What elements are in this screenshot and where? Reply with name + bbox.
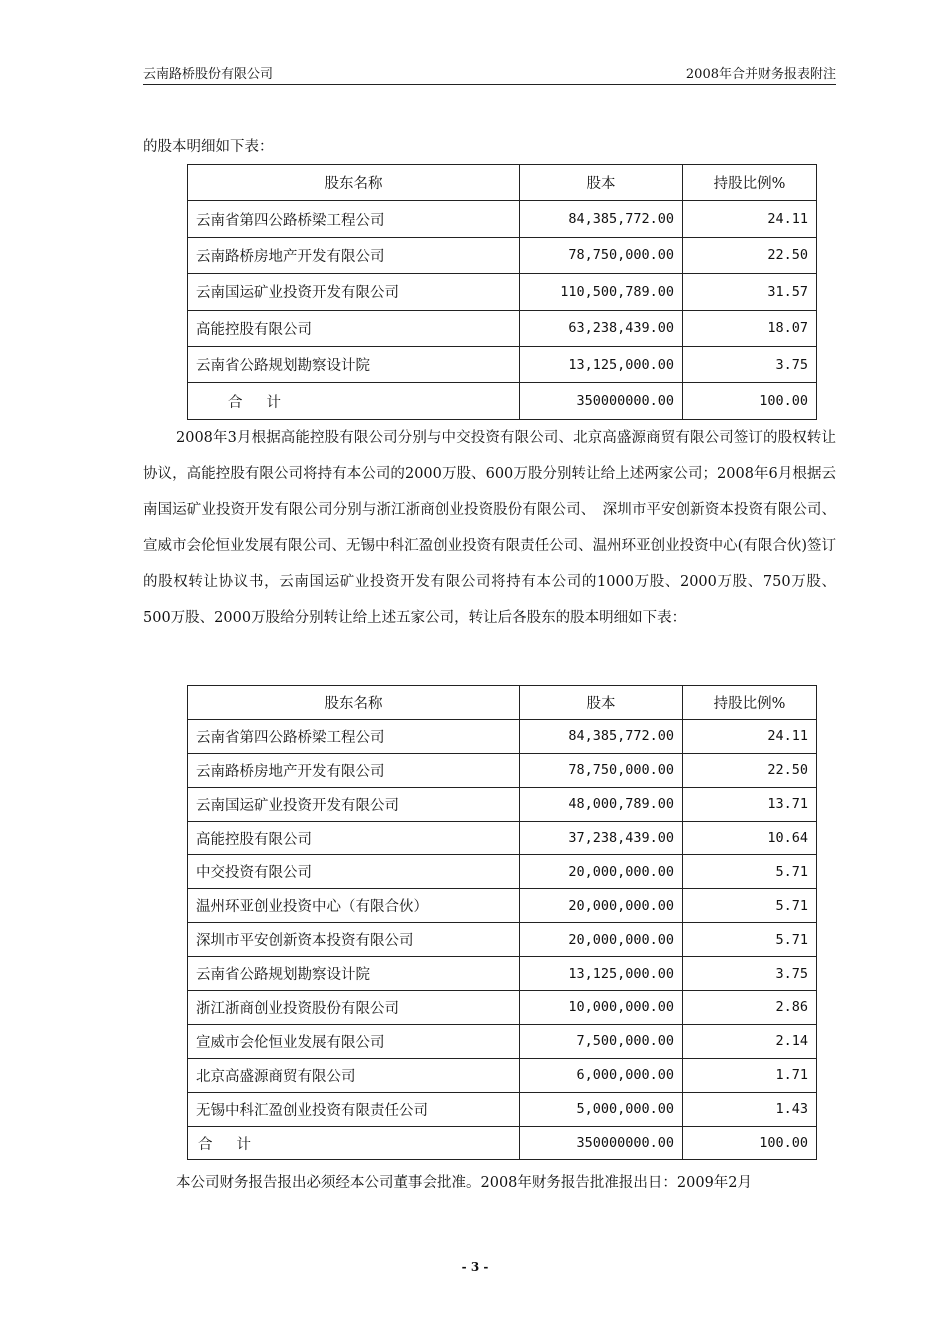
page-header [143, 60, 836, 85]
table-row [188, 310, 817, 346]
cell-shares: 13,125,000.00 [520, 346, 683, 382]
cell-shares: 78,750,000.00 [520, 753, 683, 787]
total-shares: 350000000.00 [520, 1126, 683, 1160]
cell-name: 北京高盛源商贸有限公司 [188, 1058, 520, 1092]
cell-shares: 7,500,000.00 [520, 1024, 683, 1058]
total-row [188, 1126, 817, 1160]
table1-body [188, 165, 817, 420]
cell-ratio: 10.64 [683, 821, 817, 855]
cell-shares: 10,000,000.00 [520, 991, 683, 1025]
intro-line: 的股本明细如下表： [143, 139, 274, 155]
table-row [188, 237, 817, 273]
total-label: 合计 [188, 383, 520, 419]
cell-shares: 63,238,439.00 [520, 310, 683, 346]
cell-name: 云南国运矿业投资开发有限公司 [188, 787, 520, 821]
cell-name: 云南省第四公路桥梁工程公司 [188, 201, 520, 237]
table-row [188, 1092, 817, 1126]
cell-ratio: 22.50 [683, 237, 817, 273]
cell-name: 云南路桥房地产开发有限公司 [188, 237, 520, 273]
cell-shares: 110,500,789.00 [520, 274, 683, 310]
cell-ratio: 5.71 [683, 889, 817, 923]
cell-name: 中交投资有限公司 [188, 855, 520, 889]
total-label: 合计 [188, 1126, 520, 1160]
cell-shares: 84,385,772.00 [520, 201, 683, 237]
table-row [188, 855, 817, 889]
cell-ratio: 13.71 [683, 787, 817, 821]
cell-name: 深圳市平安创新资本投资有限公司 [188, 923, 520, 957]
table-row [188, 923, 817, 957]
cell-name: 温州环亚创业投资中心（有限合伙） [188, 889, 520, 923]
cell-shares: 5,000,000.00 [520, 1092, 683, 1126]
table-row [188, 201, 817, 237]
cell-ratio: 3.75 [683, 957, 817, 991]
column-header-ratio: 持股比例% [683, 165, 817, 201]
cell-name: 宣威市会伦恒业发展有限公司 [188, 1024, 520, 1058]
column-header-name: 股东名称 [188, 165, 520, 201]
column-header-shares: 股本 [520, 686, 683, 720]
cell-ratio: 24.11 [683, 719, 817, 753]
cell-ratio: 22.50 [683, 753, 817, 787]
table-header-row [188, 686, 817, 720]
table-row [188, 1058, 817, 1092]
cell-ratio: 31.57 [683, 274, 817, 310]
cell-name: 云南国运矿业投资开发有限公司 [188, 274, 520, 310]
cell-ratio: 18.07 [683, 310, 817, 346]
total-shares: 350000000.00 [520, 383, 683, 419]
cell-name: 浙江浙商创业投资股份有限公司 [188, 991, 520, 1025]
column-header-name: 股东名称 [188, 686, 520, 720]
column-header-shares: 股本 [520, 165, 683, 201]
cell-ratio: 5.71 [683, 923, 817, 957]
total-ratio: 100.00 [683, 383, 817, 419]
closing-line: 本公司财务报告报出必须经本公司董事会批准。2008年财务报告批准报出日：2009年2月 [176, 1175, 753, 1191]
table-row [188, 991, 817, 1025]
transfer-paragraph: 2008年3月根据高能控股有限公司分别与中交投资有限公司、北京高盛源商贸有限公司签订的股权转让协议，高能控股有限公司将持有本公司的2000万股、600万股分别转让给上述两家公司；2008年6月根据云南国运矿业投资开发有限公司分别与浙江浙商创业投资股份有限公司、 深圳市平安创新资本投资有限公司、宣威市会伦恒业发展有限公司、无锡中科汇盈创业投资有限责任公司、温州环亚创业投资中心(有限合伙)签订的股权转让协议书，云南国运矿业投资开发有限公司将持有本公司的1000万股、2000万股、750万股、500万股、2000万股给分别转让给上述五家公司，转让后各股东的股本明细如下表： [143, 430, 836, 626]
total-ratio: 100.00 [683, 1126, 817, 1160]
cell-name: 云南路桥房地产开发有限公司 [188, 753, 520, 787]
table-header-row [188, 165, 817, 201]
cell-shares: 20,000,000.00 [520, 855, 683, 889]
table-row [188, 889, 817, 923]
cell-name: 无锡中科汇盈创业投资有限责任公司 [188, 1092, 520, 1126]
cell-ratio: 3.75 [683, 346, 817, 382]
cell-shares: 20,000,000.00 [520, 889, 683, 923]
table-row [188, 957, 817, 991]
total-row [188, 383, 817, 419]
table-row [188, 719, 817, 753]
table-row [188, 274, 817, 310]
header-company: 云南路桥股份有限公司 [143, 67, 274, 82]
table-row [188, 821, 817, 855]
cell-ratio: 2.14 [683, 1024, 817, 1058]
column-header-ratio: 持股比例% [683, 686, 817, 720]
header-doc-title: 2008年合并财务报表附注 [685, 67, 836, 82]
cell-shares: 37,238,439.00 [520, 821, 683, 855]
cell-ratio: 1.43 [683, 1092, 817, 1126]
cell-name: 云南省第四公路桥梁工程公司 [188, 719, 520, 753]
cell-ratio: 1.71 [683, 1058, 817, 1092]
cell-name: 高能控股有限公司 [188, 310, 520, 346]
cell-shares: 78,750,000.00 [520, 237, 683, 273]
cell-ratio: 5.71 [683, 855, 817, 889]
table-row [188, 346, 817, 382]
shareholder-table-after [187, 685, 817, 1160]
cell-shares: 48,000,789.00 [520, 787, 683, 821]
cell-shares: 13,125,000.00 [520, 957, 683, 991]
table-row [188, 1024, 817, 1058]
page-number: - 3 - [461, 1260, 489, 1274]
cell-name: 云南省公路规划勘察设计院 [188, 346, 520, 382]
cell-shares: 6,000,000.00 [520, 1058, 683, 1092]
cell-shares: 84,385,772.00 [520, 719, 683, 753]
cell-shares: 20,000,000.00 [520, 923, 683, 957]
table2-body [188, 686, 817, 1160]
cell-name: 云南省公路规划勘察设计院 [188, 957, 520, 991]
table-row [188, 787, 817, 821]
table-row [188, 753, 817, 787]
cell-name: 高能控股有限公司 [188, 821, 520, 855]
cell-ratio: 2.86 [683, 991, 817, 1025]
cell-ratio: 24.11 [683, 201, 817, 237]
shareholder-table-before [187, 164, 817, 420]
